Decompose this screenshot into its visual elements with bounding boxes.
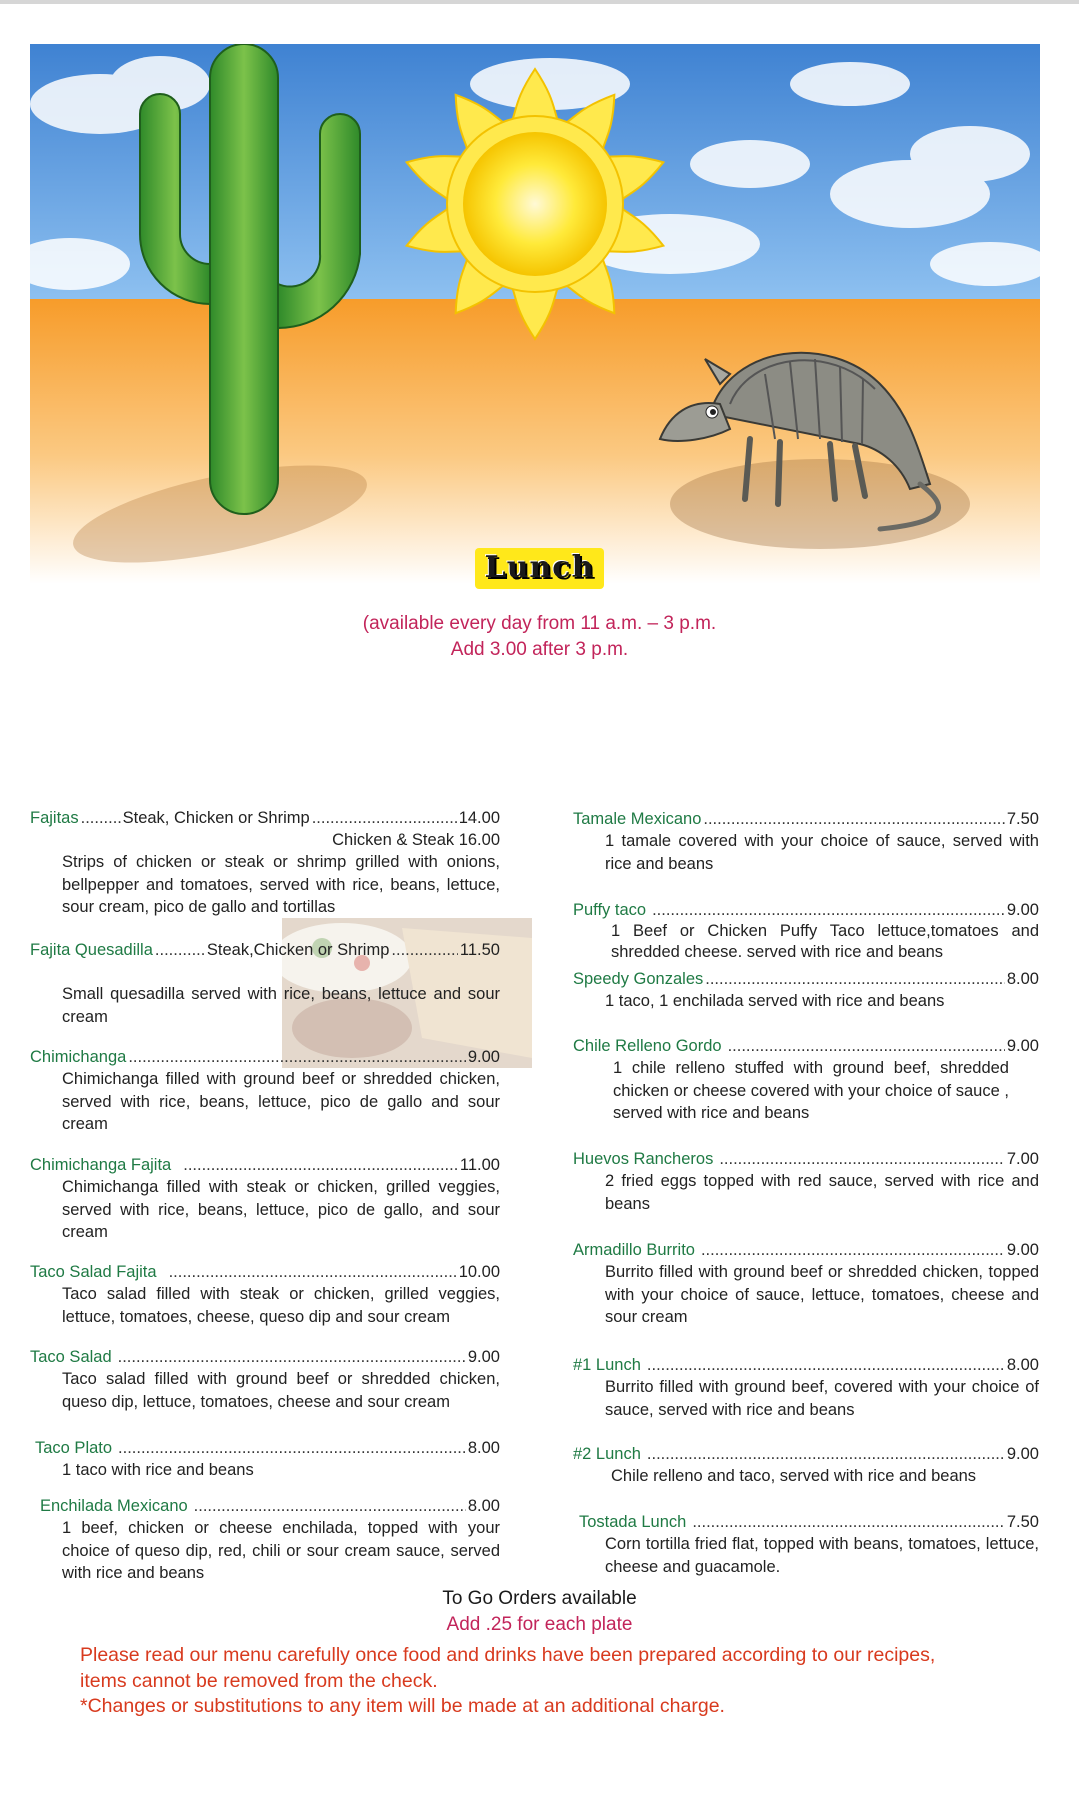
menu-item-taco-plato [30,1437,500,1482]
menu-item-description: 1 chile relleno stuffed with ground beef, shredded chicken or cheese covered with your choice of sauce , served with rice and beans [613,1059,1009,1122]
availability-text: (available every day from 11 a.m. – 3 p.m. [362,613,717,634]
menu-item-price: 7.50 [1006,1513,1039,1531]
menu-item-puffy-taco [573,899,1039,963]
policy-notice [80,1643,980,1720]
menu-item-price: 8.00 [467,1497,500,1515]
after-hours-surcharge: Add 3.00 after 3 p.m. [450,639,629,660]
policy-notice-line-1: Please read our menu carefully once food and drinks have been prepared according to our recipes, items cannot be removed from the check. [80,1644,936,1692]
menu-item-description: 1 beef, chicken or cheese enchilada, topped with your choice of queso dip, red, chili or sour cream sauce, served with rice and beans [62,1519,500,1582]
menu-item-description: 1 tamale covered with your choice of sauce, served with rice and beans [605,832,1039,873]
menu-item-name: Tamale Mexicano [573,810,702,828]
menu-item-price: 9.00 [1006,1037,1039,1055]
menu-item-taco-salad-fajita [30,1261,500,1328]
lunch-title [0,548,1079,589]
menu-item-taco-salad [30,1346,500,1413]
menu-item-description: 1 taco, 1 enchilada served with rice and beans [605,992,945,1010]
menu-item-chimichanga-fajita [30,1154,500,1244]
menu-item-name: Taco Plato [35,1439,113,1457]
top-rule [0,0,1079,4]
menu-item-description: Burrito filled with ground beef or shredded chicken, topped with your choice of sauce, lettuce, tomatoes, cheese and sour cream [605,1263,1039,1326]
menu-item-price: 8.00 [467,1439,500,1457]
menu-item-price: 8.00 [1006,1356,1039,1374]
menu-item-2-lunch [573,1443,1039,1488]
menu-item-name: Speedy Gonzales [573,970,704,988]
menu-item-options: Steak,Chicken or Shrimp [206,941,390,959]
menu-item-name: #1 Lunch [573,1356,641,1374]
menu-item-name: Puffy taco [573,901,647,919]
menu-item-name: Armadillo Burrito [573,1241,695,1259]
menu-item-tostada-lunch [573,1511,1039,1578]
menu-item-description: Strips of chicken or steak or shrimp grilled with onions, bellpepper and tomatoes, served with rice, beans, lettuce, sour cream, pico de gallo and tortillas [62,853,500,916]
menu-item-description: Burrito filled with ground beef, covered with your choice of sauce, served with rice and beans [605,1378,1039,1419]
menu-item-name: #2 Lunch [573,1445,641,1463]
menu-item-price: 7.50 [1006,810,1039,828]
menu-item-price: 11.50 [459,941,500,959]
menu-item-options: Steak, Chicken or Shrimp [122,809,310,827]
menu-item-description: 1 taco with rice and beans [62,1461,254,1479]
menu-item-chimichanga [30,1046,500,1136]
menu-item-name: Chile Relleno Gordo [573,1037,722,1055]
menu-item-name: Fajitas [30,809,79,827]
menu-item-extra-price: Chicken & Steak 16.00 [332,831,500,849]
menu-item-fajitas [30,807,500,919]
menu-item-speedy-gonzales [573,968,1039,1013]
menu-item-price: 7.00 [1006,1150,1039,1168]
to-go-notice: To Go Orders available [442,1588,637,1609]
menu-item-price: 14.00 [458,809,500,827]
menu-item-name: Tostada Lunch [579,1513,687,1531]
menu-item-price: 9.00 [1006,1445,1039,1463]
menu-item-name: Taco Salad Fajita [30,1263,157,1281]
menu-item-tamale-mexicano [573,808,1039,875]
menu-item-description: Taco salad filled with ground beef or shredded chicken, queso dip, lettuce, tomatoes, cheese and sour cream [62,1370,500,1411]
menu-item-description: Small quesadilla served with rice, beans, lettuce and sour cream [62,985,500,1026]
menu-item-chile-relleno-gordo [573,1035,1039,1125]
to-go-charge: Add .25 for each plate [446,1614,633,1635]
menu-item-description: Corn tortilla fried flat, topped with beans, tomatoes, lettuce, cheese and guacamole. [605,1535,1039,1576]
menu-item-description: Chimichanga filled with ground beef or shredded chicken, served with rice, beans, lettuce, pico de gallo and sour cream [62,1070,500,1133]
menu-item-price: 9.00 [1006,901,1039,919]
menu-item-price: 9.00 [1006,1241,1039,1259]
menu-item-price: 11.00 [459,1156,500,1174]
menu-item-description: Chimichanga filled with steak or chicken, grilled veggies, served with rice, beans, lettuce, pico de gallo, and sour cream [62,1178,500,1241]
menu-item-price: 9.00 [467,1048,500,1066]
menu-item-fajita-quesadilla [30,939,500,1028]
hero-illustration [30,44,1040,584]
menu-item-enchilada-mexicano [30,1495,500,1585]
menu-item-armadillo-burrito [573,1239,1039,1329]
menu-item-name: Chimichanga [30,1048,127,1066]
menu-item-price: 8.00 [1006,970,1039,988]
menu-item-price: 9.00 [467,1348,500,1366]
menu-item-description: Chile relleno and taco, served with rice and beans [611,1467,977,1485]
menu-item-name: Fajita Quesadilla [30,941,153,959]
menu-item-price: 10.00 [458,1263,500,1281]
menu-item-description: 1 Beef or Chicken Puffy Taco lettuce,tomatoes and shredded cheese. served with rice and beans [611,922,1039,961]
menu-item-name: Huevos Rancheros [573,1150,714,1168]
menu-item-name: Taco Salad [30,1348,112,1366]
menu-item-name: Enchilada Mexicano [40,1497,188,1515]
menu-item-1-lunch [573,1354,1039,1421]
lunch-title-text: Lunch [475,548,605,589]
menu-item-description: 2 fried eggs topped with red sauce, served with rice and beans [605,1172,1039,1213]
policy-notice-line-2: *Changes or substitutions to any item will be made at an additional charge. [80,1695,725,1717]
menu-item-huevos-rancheros [573,1148,1039,1215]
menu-item-description: Taco salad filled with steak or chicken, grilled veggies, lettuce, tomatoes, cheese, queso dip and sour cream [62,1285,500,1326]
menu-item-name: Chimichanga Fajita [30,1156,172,1174]
